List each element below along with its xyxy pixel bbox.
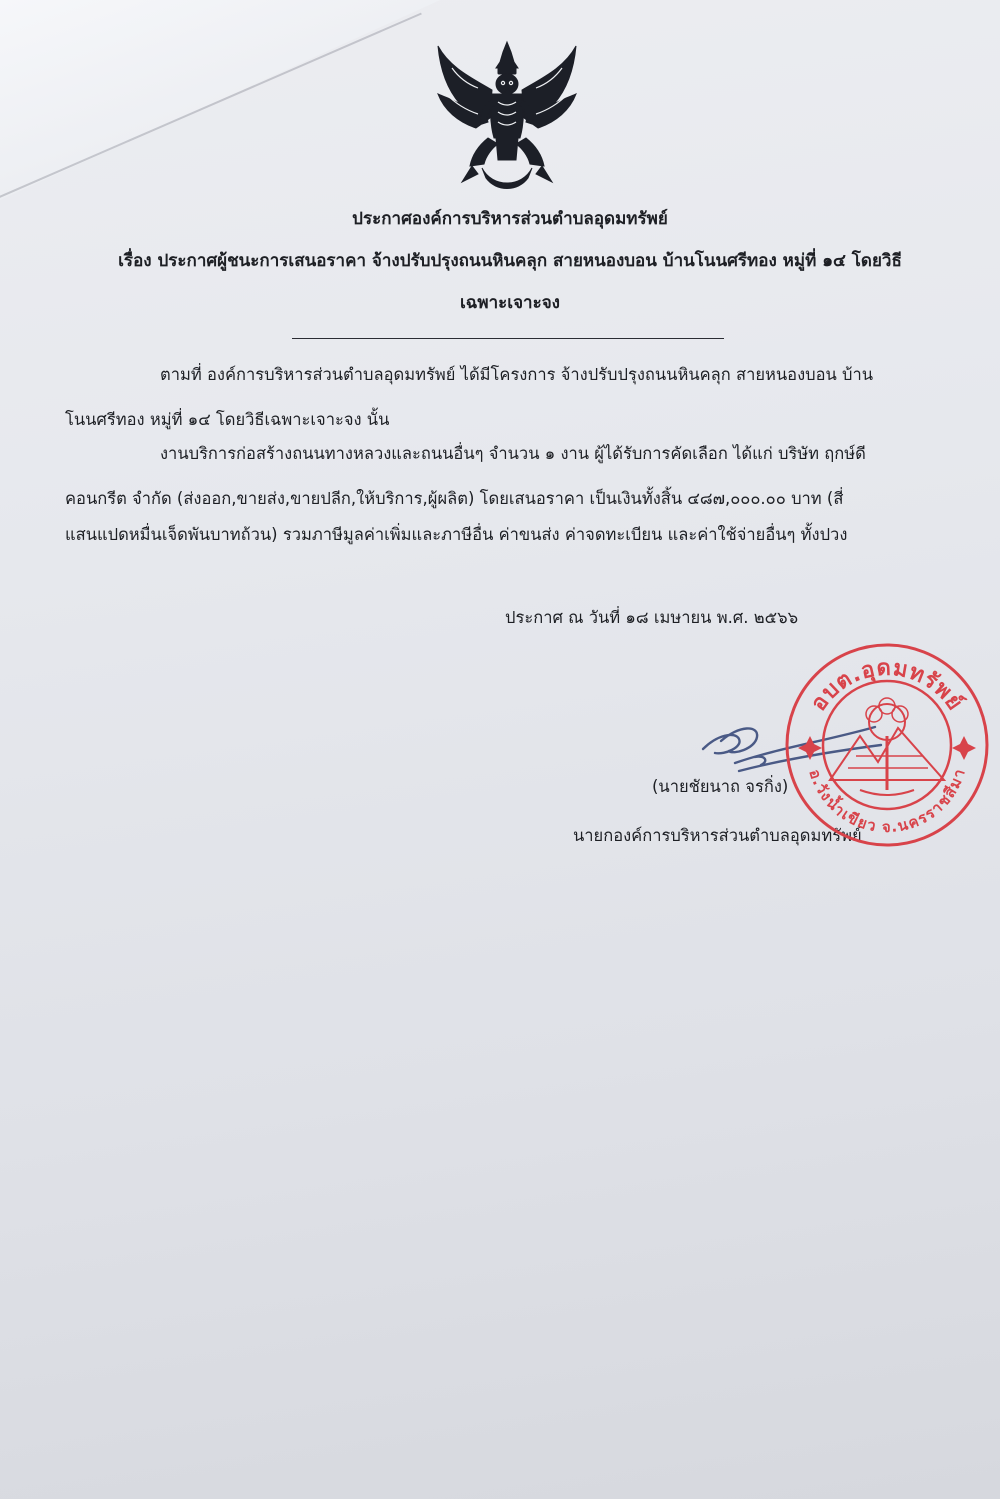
signer-position: นายกองค์การบริหารส่วนตำบลอุดมทรัพย์	[573, 826, 862, 845]
seal-text-bottom: อ.วังน้ำเขียว จ.นครราชสีมา	[805, 767, 969, 837]
title-separator	[292, 338, 724, 339]
seal-text-top: อบต.อุดมทรัพย์	[806, 655, 968, 716]
document-subject-line-2: เฉพาะเจาะจง	[460, 293, 560, 313]
signer-name: (นายชัยนาถ จรกิ่ง)	[652, 777, 789, 796]
body-paragraph-2-line-2: คอนกรีต จำกัด (ส่งออก,ขายส่ง,ขายปลีก,ให้บริการ,ผู้ผลิต) โดยเสนอราคา เป็นเงินทั้งสิ้น ๔๘๗,๐๐๐.๐๐ บาท (สี่	[65, 489, 844, 508]
body-paragraph-1-line-1: ตามที่ องค์การบริหารส่วนตำบลอุดมทรัพย์ ได้มีโครงการ จ้างปรับปรุงถนนหินคลุก สายหนองบอน บ้าน	[160, 365, 874, 384]
document-title: ประกาศองค์การบริหารส่วนตำบลอุดมทรัพย์	[352, 209, 668, 229]
announce-date: ประกาศ ณ วันที่ ๑๘ เมษายน พ.ศ. ๒๕๖๖	[505, 608, 799, 627]
body-paragraph-2-line-1: งานบริการก่อสร้างถนนทางหลวงและถนนอื่นๆ จำนวน ๑ งาน ผู้ได้รับการคัดเลือก ได้แก่ บริษัท ฤกษ์ดี	[160, 444, 866, 463]
garuda-emblem-icon	[432, 38, 582, 198]
svg-text:อบต.อุดมทรัพย์	[806, 656, 968, 716]
document-subject-line-1: เรื่อง ประกาศผู้ชนะการเสนอราคา จ้างปรับปรุงถนนหินคลุก สายหนองบอน บ้านโนนศรีทอง หมู่ที่ ๑๔ โดยวิธี	[118, 251, 902, 271]
body-paragraph-1-line-2: โนนศรีทอง หมู่ที่ ๑๔ โดยวิธีเฉพาะเจาะจง นั้น	[65, 410, 390, 429]
official-seal	[782, 640, 992, 850]
body-paragraph-2-line-3: แสนแปดหมื่นเจ็ดพันบาทถ้วน) รวมภาษีมูลค่าเพิ่มและภาษีอื่น ค่าขนส่ง ค่าจดทะเบียน และค่าใช้จ่ายอื่นๆ ทั้งปวง	[65, 525, 848, 544]
